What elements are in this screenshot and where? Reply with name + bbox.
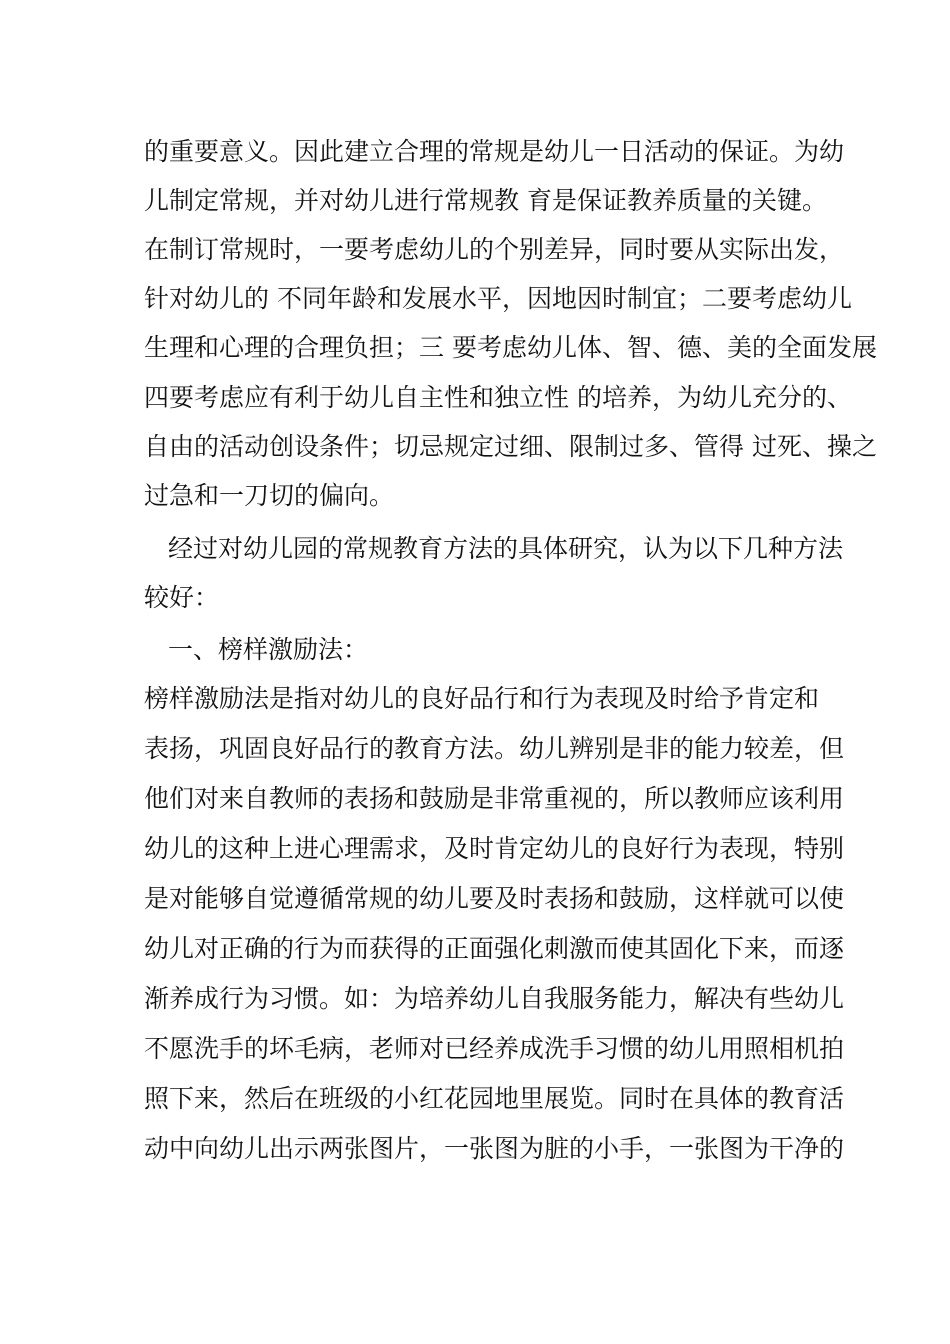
text-line: 在制订常规时，一要考虑幼儿的个别差异，同时要从实际出发， [144,235,845,264]
text-line: 幼儿的这种上进心理需求，及时肯定幼儿的良好行为表现，特别 [144,834,845,863]
text-line: 生理和心理的合理负担；三 要考虑幼儿体、智、德、美的全面发展 [144,333,877,362]
text-line: 自由的活动创设条件；切忌规定过细、限制过多、管得 过死、操之 [144,432,877,461]
text-line: 较好： [144,583,220,612]
text-line: 的重要意义。因此建立合理的常规是幼儿一日活动的保证。为幼 [144,137,845,166]
text-line: 针对幼儿的 不同年龄和发展水平，因地因时制宜；二要考虑幼儿 [144,284,852,313]
text-line: 渐养成行为习惯。如：为培养幼儿自我服务能力，解决有些幼儿 [144,984,845,1013]
text-line: 过急和一刀切的偏向。 [144,481,395,510]
text-line: 照下来，然后在班级的小红花园地里展览。同时在具体的教育活 [144,1084,845,1113]
text-line: 他们对来自教师的表扬和鼓励是非常重视的，所以教师应该利用 [144,784,845,813]
paragraph-first-line: 经过对幼儿园的常规教育方法的具体研究，认为以下几种方法 [168,534,844,563]
section-heading: 一、榜样激励法： [168,635,369,664]
text-line: 四要考虑应有利于幼儿自主性和独立性 的培养，为幼儿充分的、 [144,383,852,412]
text-line: 是对能够自觉遵循常规的幼儿要及时表扬和鼓励，这样就可以使 [144,884,845,913]
text-line: 儿制定常规，并对幼儿进行常规教 育是保证教养质量的关键。 [144,186,827,215]
text-line: 表扬，巩固良好品行的教育方法。幼儿辨别是非的能力较差，但 [144,734,845,763]
text-line: 动中向幼儿出示两张图片，一张图为脏的小手，一张图为干净的 [144,1134,845,1163]
text-line: 榜样激励法是指对幼儿的良好品行和行为表现及时给予肯定和 [144,684,820,713]
text-line: 幼儿对正确的行为而获得的正面强化刺激而使其固化下来，而逐 [144,934,845,963]
text-line: 不愿洗手的坏毛病，老师对已经养成洗手习惯的幼儿用照相机拍 [144,1034,845,1063]
